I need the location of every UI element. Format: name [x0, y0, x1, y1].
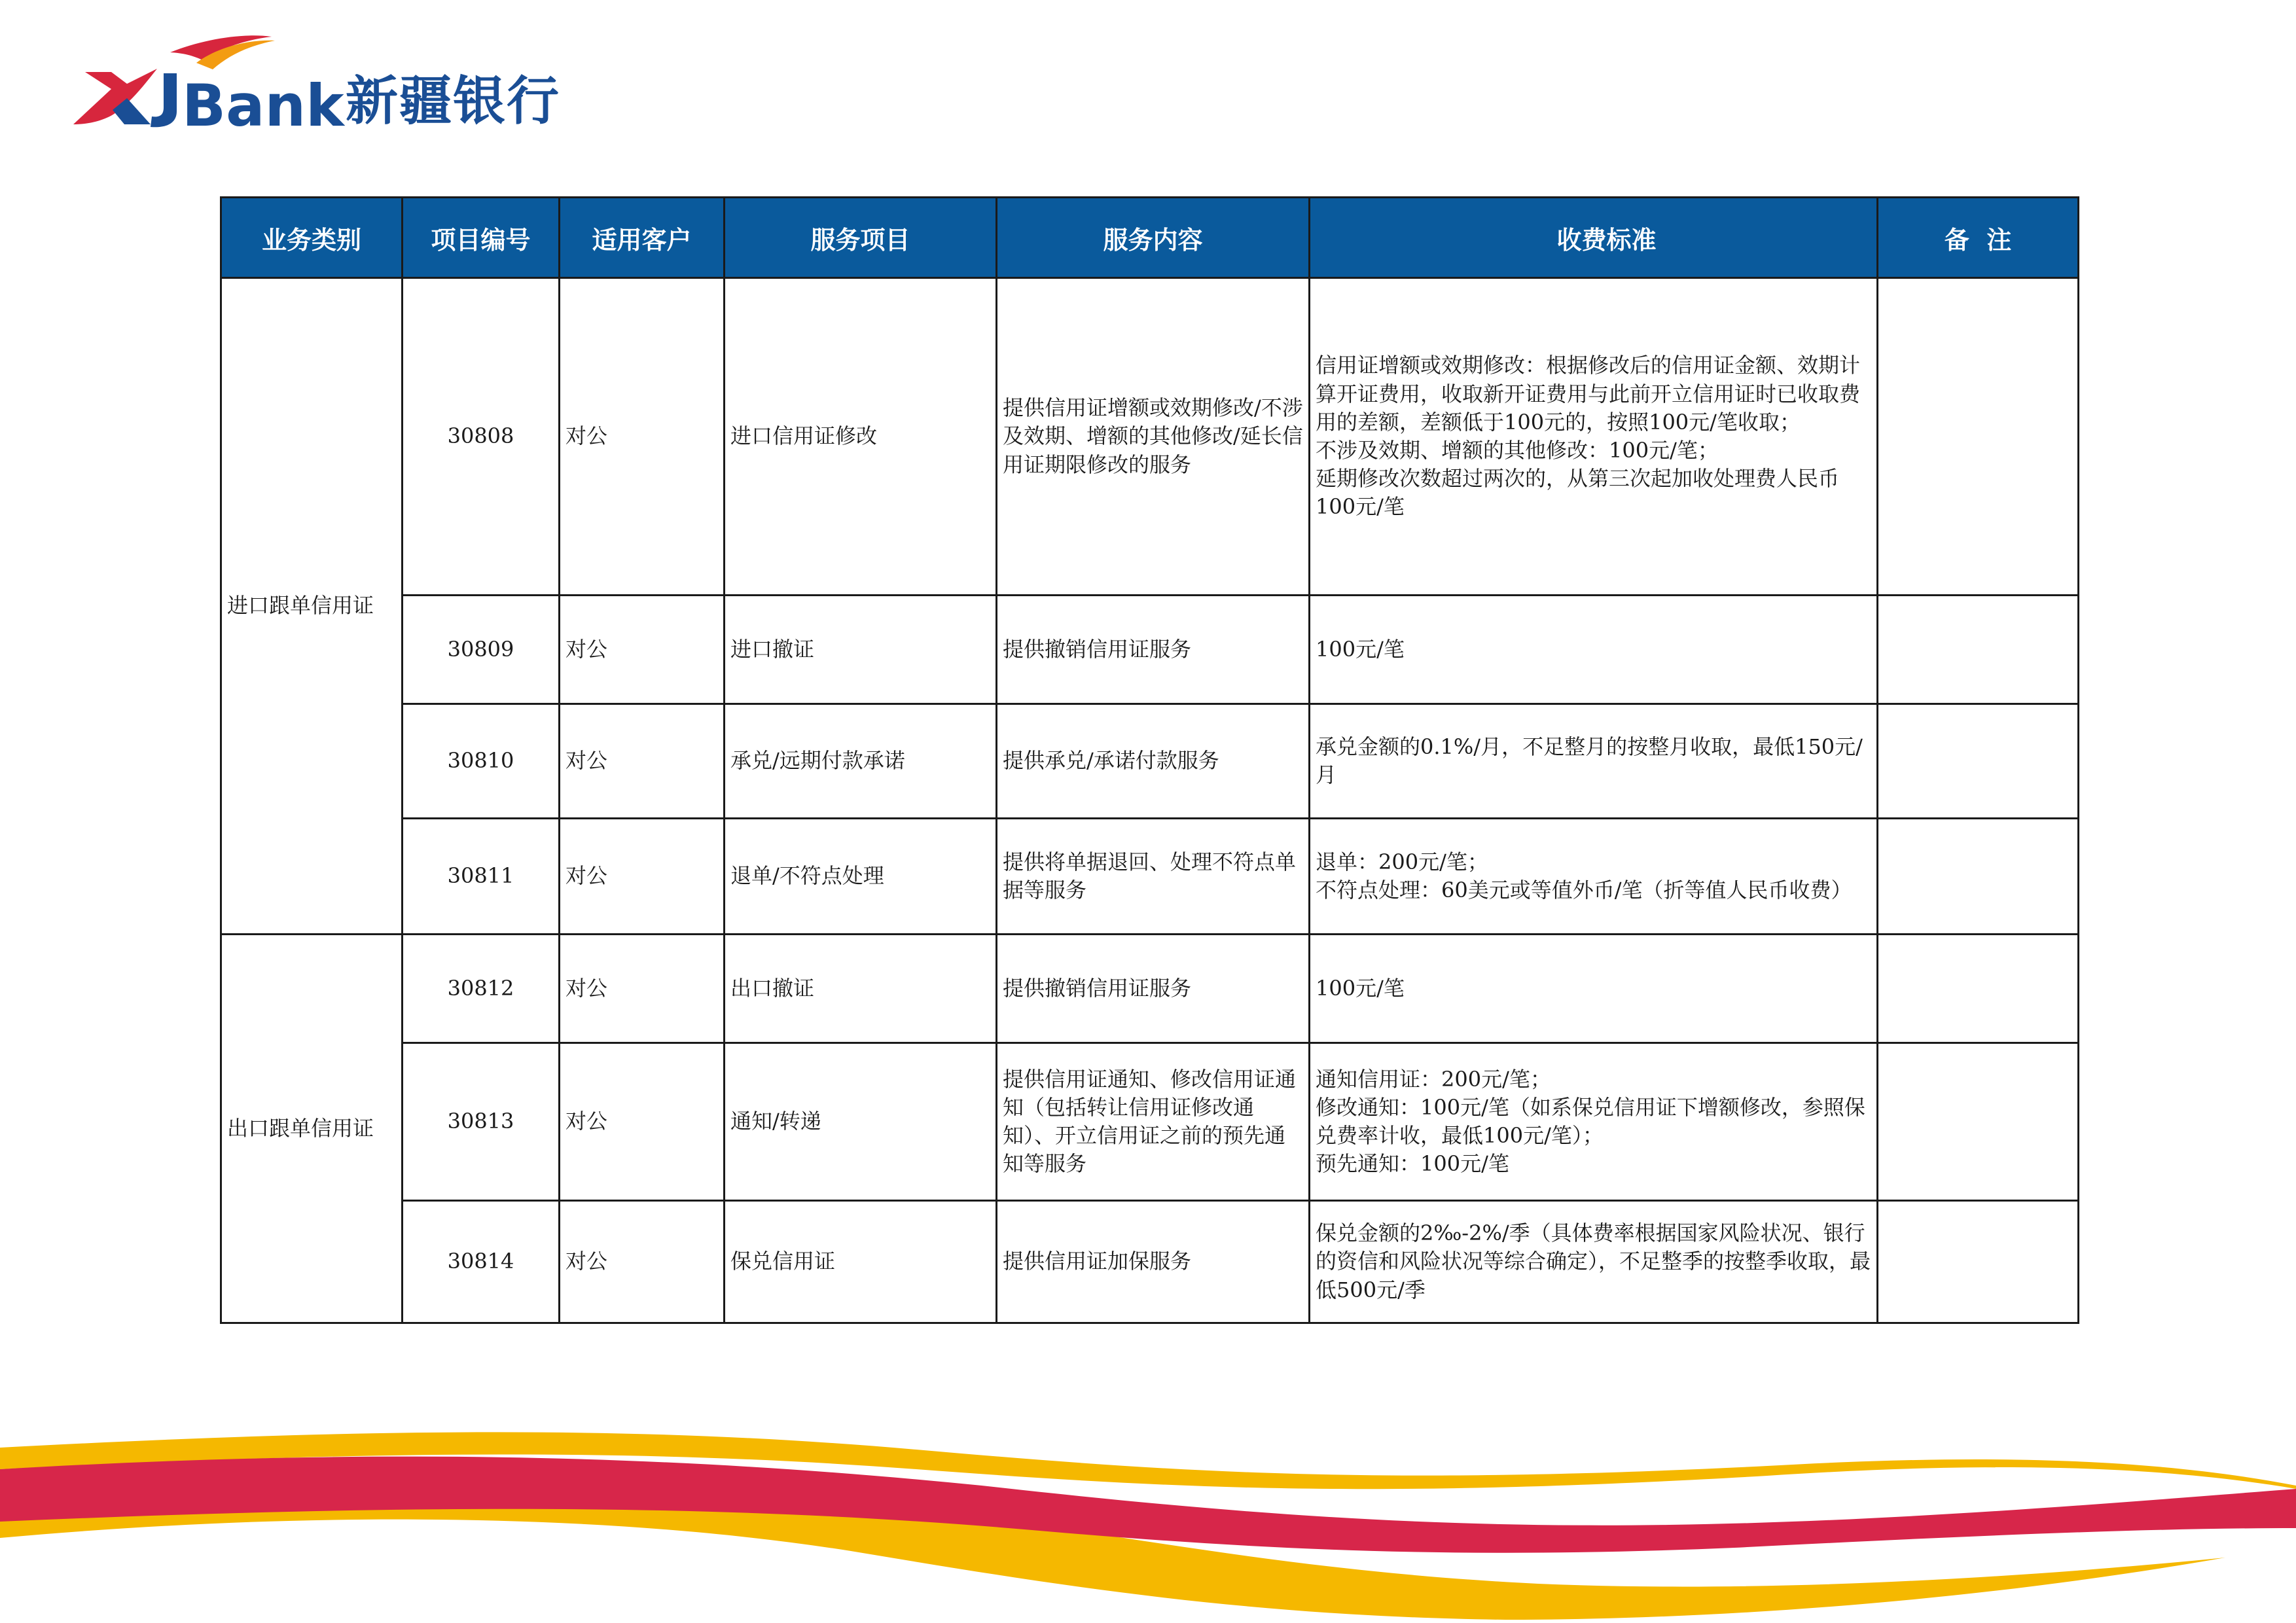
header-note: 备 注: [1878, 198, 2079, 278]
fee-cell: 保兑金额的2‰-2%/季（具体费率根据国家风险状况、银行的资信和风险状况等综合确定），不足整季的按整季收取，最低500元/季: [1310, 1201, 1878, 1323]
table-row: [221, 819, 2079, 935]
note-cell: [1878, 704, 2079, 819]
fee-cell: 退单：200元/笔； 不符点处理：60美元或等值外币/笔（折等值人民币收费）: [1310, 819, 1878, 935]
note-cell: [1878, 278, 2079, 596]
header-customer: 适用客户: [560, 198, 725, 278]
item-cell: 承兑/远期付款承诺: [725, 704, 997, 819]
content-cell: 提供承兑/承诺付款服务: [997, 704, 1310, 819]
customer-cell: 对公: [560, 819, 725, 935]
fee-cell: 100元/笔: [1310, 596, 1878, 704]
note-cell: [1878, 1201, 2079, 1323]
customer-cell: 对公: [560, 278, 725, 596]
customer-cell: 对公: [560, 596, 725, 704]
table-row: [221, 1043, 2079, 1201]
table-body: [221, 278, 2079, 1323]
note-cell: [1878, 819, 2079, 935]
content-cell: 提供信用证加保服务: [997, 1201, 1310, 1323]
table-row: [221, 704, 2079, 819]
item-cell: 进口信用证修改: [725, 278, 997, 596]
fee-table: [220, 196, 2079, 1324]
item-cell: 通知/转递: [725, 1043, 997, 1201]
bank-name-cn: 新疆银行: [346, 71, 560, 132]
code-cell: 30811: [403, 819, 560, 935]
header-category: 业务类别: [221, 198, 403, 278]
content-cell: 提供撤销信用证服务: [997, 935, 1310, 1043]
xjbank-logo-mark: [72, 33, 347, 131]
fee-cell: 信用证增额或效期修改：根据修改后的信用证金额、效期计算开证费用，收取新开证费用与此前开立信用证时已收取费用的差额，差额低于100元的，按照100元/笔收取； 不涉及效期、增额的其他修改：100元/笔； 延期修改次数超过两次的，从第三次起加收处理费人民币100元/笔: [1310, 278, 1878, 596]
header-content: 服务内容: [997, 198, 1310, 278]
header-code: 项目编号: [403, 198, 560, 278]
table-header-row: [221, 198, 2079, 278]
fee-table-container: [220, 196, 2077, 1324]
customer-cell: 对公: [560, 1201, 725, 1323]
fee-cell: 承兑金额的0.1%/月，不足整月的按整月收取，最低150元/月: [1310, 704, 1878, 819]
decorative-waves: [0, 1387, 2296, 1623]
item-cell: 进口撤证: [725, 596, 997, 704]
item-cell: 出口撤证: [725, 935, 997, 1043]
table-row: [221, 1201, 2079, 1323]
content-cell: 提供撤销信用证服务: [997, 596, 1310, 704]
code-cell: 30809: [403, 596, 560, 704]
fee-cell: 通知信用证：200元/笔； 修改通知：100元/笔（如系保兑信用证下增额修改，参照保兑费率计收，最低100元/笔）； 预先通知：100元/笔: [1310, 1043, 1878, 1201]
item-cell: 保兑信用证: [725, 1201, 997, 1323]
code-cell: 30813: [403, 1043, 560, 1201]
table-row: [221, 935, 2079, 1043]
fee-cell: 100元/笔: [1310, 935, 1878, 1043]
note-cell: [1878, 935, 2079, 1043]
content-cell: 提供将单据退回、处理不符点单据等服务: [997, 819, 1310, 935]
content-cell: 提供信用证通知、修改信用证通知（包括转让信用证修改通知）、开立信用证之前的预先通知等服务: [997, 1043, 1310, 1201]
table-row: [221, 596, 2079, 704]
code-cell: 30808: [403, 278, 560, 596]
table-row: [221, 278, 2079, 596]
header-item: 服务项目: [725, 198, 997, 278]
svg-text:Bank: Bank: [182, 72, 344, 131]
code-cell: 30814: [403, 1201, 560, 1323]
content-cell: 提供信用证增额或效期修改/不涉及效期、增额的其他修改/延长信用证期限修改的服务: [997, 278, 1310, 596]
code-cell: 30810: [403, 704, 560, 819]
customer-cell: 对公: [560, 935, 725, 1043]
note-cell: [1878, 596, 2079, 704]
item-cell: 退单/不符点处理: [725, 819, 997, 935]
customer-cell: 对公: [560, 704, 725, 819]
category-cell: 出口跟单信用证: [221, 935, 403, 1323]
code-cell: 30812: [403, 935, 560, 1043]
category-cell: 进口跟单信用证: [221, 278, 403, 935]
note-cell: [1878, 1043, 2079, 1201]
header-fee: 收费标准: [1310, 198, 1878, 278]
customer-cell: 对公: [560, 1043, 725, 1201]
